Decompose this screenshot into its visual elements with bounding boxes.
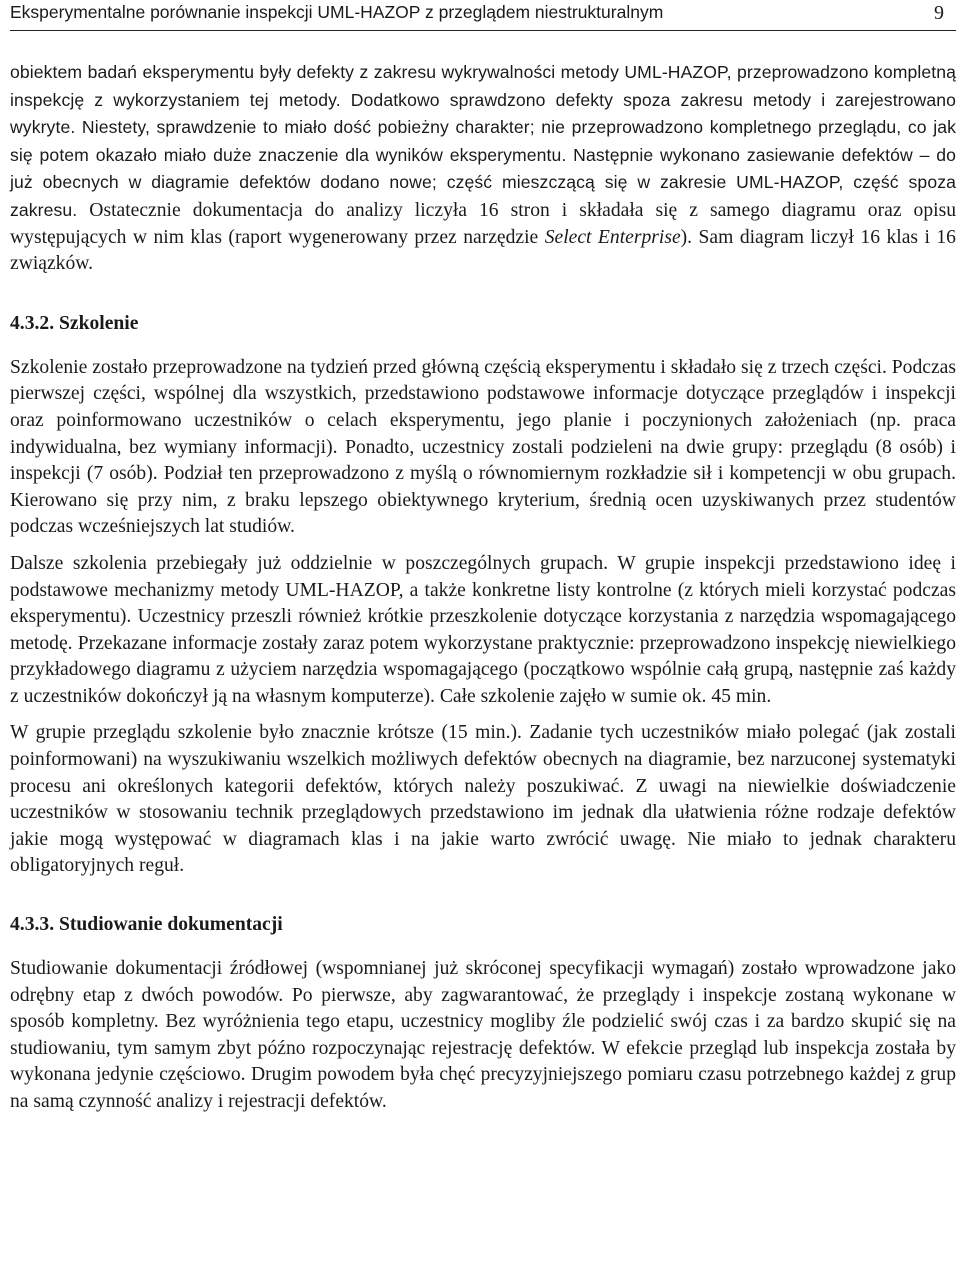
section-heading-4-3-2: 4.3.2. Szkolenie [10,312,139,334]
running-header [10,0,956,31]
paragraph-szkolenie-3: W grupie przeglądu szkolenie było znacznie krótsze (15 min.). Zadanie tych uczestników miało polegać (jak zostali poinformowani) na wyszukiwaniu wszelkich możliwych defektów obecnych na diagramie, bez narzuconej systematyki procesu ani określonych kategorii defektów, których należy poszukiwać. Z uwagi na niewielkie doświadczenie uczestników w stosowaniu technik przeglądowych przedstawiono im jednak dla ułatwienia różne rodzaje defektów jakie mogą występować w diagramach klas i na jakie warto zwrócić uwagę. Nie miało to jednak charakteru obligatoryjnych reguł. [10,722,956,877]
document-page [10,0,956,1116]
tool-name-italic: Select Enterprise [544,226,681,248]
paragraph-continuation [10,59,956,278]
paragraph-serif-part: Ostatecznie dokumentacja do analizy liczyła 16 stron i składała się z samego diagramu oraz opisu występujących w nim klas (raport wygenerowany przez narzędzie [10,199,956,248]
paragraph-szkolenie-2: Dalsze szkolenia przebiegały już oddzielnie w poszczególnych grupach. W grupie inspekcji przedstawiono ideę i podstawowe mechanizmy metody UML-HAZOP, a także konkretne listy kontrolne (z których mieli korzystać podczas eksperymentu). Uczestnicy przeszli również krótkie przeszkolenie dotyczące korzystania z narzędzia wspomagającego metodę. Przekazane informacje zostały zaraz potem wykorzystane praktycznie: przeprowadzono inspekcję niewielkiego przykładowego diagramu z użyciem narzędzia wspomagającego (początkowo wspólnie całą grupą, następnie zaś każdy z uczestników dokończył ją na własnym komputerze). Całe szkolenie zajęło w sumie ok. 45 min. [10,552,956,707]
document-body [10,59,956,1116]
paragraph-serif-end: ). Sam diagram liczył 16 klas i 16 związków. [10,226,956,275]
paragraph-szkolenie-1: Szkolenie zostało przeprowadzone na tydzień przed główną częścią eksperymentu i składało się z trzech części. Podczas pierwszej części, wspólnej dla wszystkich, przedstawiono podstawowe informacje dotyczące przeglądów i inspekcji oraz poinformowano uczestników o celach eksperymentu, jego planie i poczynionych założeniach (np. praca indywidualna, bez wymiany informacji). Ponadto, uczestnicy zostali podzieleni na dwie grupy: przeglądu (8 osób) i inspekcji (7 osób). Podział ten przeprowadzono z myślą o równomiernym rozkładzie sił i kompetencji w obu grupach. Kierowano się przy nim, z braku lepszego obiektywnego kryterium, średnią ocen uzyskiwanych przez studentów podczas wcześniejszych lat studiów. [10,356,956,538]
paragraph-sans-part: obiektem badań eksperymentu były defekty z zakresu wykrywalności metody UML-HAZOP, przeprowadzono kompletną inspekcję z wykorzystaniem tej metody. Dodatkowo sprawdzono defekty spoza zakresu metody i zarejestrowano wykryte. Niestety, sprawdzenie to miało dość pobieżny charakter; nie przeprowadzono kompletnego przeglądu, co jak się potem okazało miało duże znaczenie dla wyników eksperymentu. Następnie wykonano zasiewanie defektów – do już obecnych w diagramie defektów dodano nowe; część mieszczącą się w zakresie UML-HAZOP, część spoza zakresu. [10,62,956,220]
page-number: 9 [934,2,944,24]
section-heading-4-3-3: 4.3.3. Studiowanie dokumentacji [10,914,283,936]
paragraph-studiowanie-1: Studiowanie dokumentacji źródłowej (wspomnianej już skróconej specyfikacji wymagań) zostało wprowadzone jako odrębny etap z dwóch powodów. Po pierwsze, aby zagwarantować, że przeglądy i inspekcje zostaną wykonane w sposób kompletny. Bez wyróżnienia tego etapu, uczestnicy mogliby źle podzielić swój czas i za bardzo skupić się na studiowaniu, tym samym zbyt późno rozpoczynając rejestrację defektów. W efekcie przegląd lub inspekcja została by wykonana jedynie częściowo. Drugim powodem była chęć precyzyjniejszego pomiaru czasu potrzebnego każdej z grup na samą czynność analizy i rejestracji defektów. [10,958,956,1112]
running-header-title: Eksperymentalne porównanie inspekcji UML-HAZOP z przeglądem niestrukturalnym [10,2,664,22]
